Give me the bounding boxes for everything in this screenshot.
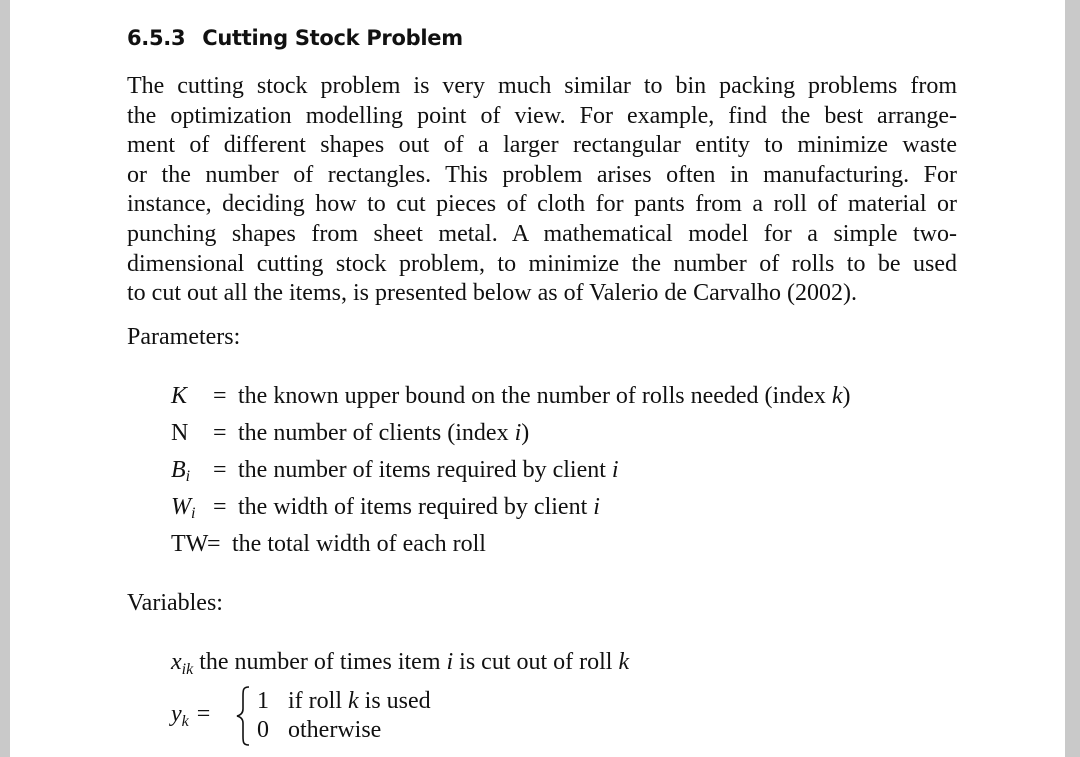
index-var: i xyxy=(514,420,522,446)
paragraph-line: or the number of rectangles. This problem arises often in manufacturing. For xyxy=(127,161,957,188)
paragraph-line: the optimization modelling point of view. For example, find the best arrange- xyxy=(127,102,957,129)
parameters-label: Parameters: xyxy=(127,324,241,350)
case-used xyxy=(257,686,431,716)
variable-x-definition xyxy=(171,645,629,679)
case-text: otherwise xyxy=(288,717,382,743)
equals-sign: = xyxy=(213,383,227,409)
symbol-letter: K xyxy=(171,383,188,409)
case-value: 0 xyxy=(257,717,269,743)
index-var: k xyxy=(831,383,843,409)
description-text: the number of clients (index xyxy=(238,420,515,446)
case-otherwise xyxy=(257,715,381,745)
y-subscript: k xyxy=(181,713,189,730)
paragraph-line: ment of different shapes out of a larger rectangular entity to minimize waste xyxy=(127,132,957,159)
parameter-description xyxy=(238,378,851,415)
equals-sign: = xyxy=(207,531,221,557)
x-index-i: i xyxy=(446,649,454,675)
symbol-subscript: i xyxy=(191,505,196,522)
paragraph-line: to cut out all the items, is presented below as of Valerio de Carvalho (2002). xyxy=(127,280,858,307)
equals-sign: = xyxy=(213,494,227,520)
symbol-subscript: i xyxy=(185,468,191,485)
x-index-k: k xyxy=(618,649,630,675)
symbol-letter: W xyxy=(171,494,191,520)
paragraph-line: The cutting stock problem is very much similar to bin packing problems from xyxy=(127,73,957,99)
symbol-letter: N xyxy=(171,420,189,446)
index-var: i xyxy=(611,457,619,483)
parameter-symbol xyxy=(171,526,208,563)
paragraph-line: instance, deciding how to cut pieces of cloth for pants from a roll of material or xyxy=(127,191,957,218)
y-lhs xyxy=(171,701,210,728)
description-text: the known upper bound on the number of rolls needed (index xyxy=(238,383,832,409)
x-subscript: ik xyxy=(181,661,194,678)
section-title: Cutting Stock Problem xyxy=(202,26,463,50)
paragraph-line: punching shapes from sheet metal. A mathematical model for a simple two- xyxy=(127,220,957,247)
case-value: 1 xyxy=(257,688,269,714)
y-symbol: y xyxy=(171,701,182,727)
case-text-a: if roll xyxy=(288,688,348,714)
section-number: 6.5.3 xyxy=(127,26,186,50)
case-index-k: k xyxy=(348,688,359,714)
symbol-letter: B xyxy=(171,457,186,483)
equals-sign: = xyxy=(213,457,227,483)
x-symbol: x xyxy=(171,649,182,675)
parameter-description xyxy=(232,526,486,563)
variable-y-definition xyxy=(171,684,491,754)
parameter-description xyxy=(238,489,600,526)
parameter-description xyxy=(238,452,619,489)
x-text-a: the number of times item xyxy=(199,649,447,675)
description-text: the total width of each roll xyxy=(232,531,486,557)
close-paren: ) xyxy=(842,383,851,409)
symbol-letter: TW xyxy=(171,531,209,557)
variables-label: Variables: xyxy=(127,590,223,616)
paragraph-line: dimensional cutting stock problem, to minimize the number of rolls to be used xyxy=(127,250,957,277)
intro-paragraph xyxy=(127,72,957,309)
y-equals: = xyxy=(196,701,211,727)
case-text-b: is used xyxy=(358,688,431,714)
parameter-symbol xyxy=(171,452,190,489)
parameter-symbol xyxy=(171,415,188,452)
description-text: the width of items required by client xyxy=(238,494,594,520)
x-text-b: is cut out of roll xyxy=(453,649,619,675)
equals-sign: = xyxy=(213,420,227,446)
parameter-symbol xyxy=(171,489,195,526)
parameter-description xyxy=(238,415,529,452)
section-heading xyxy=(127,26,463,50)
parameter-symbol xyxy=(171,378,187,415)
description-text: the number of items required by client xyxy=(238,457,612,483)
close-paren: ) xyxy=(521,420,530,446)
index-var: i xyxy=(593,494,600,520)
document-page xyxy=(10,0,1065,757)
left-brace-icon xyxy=(233,684,253,748)
